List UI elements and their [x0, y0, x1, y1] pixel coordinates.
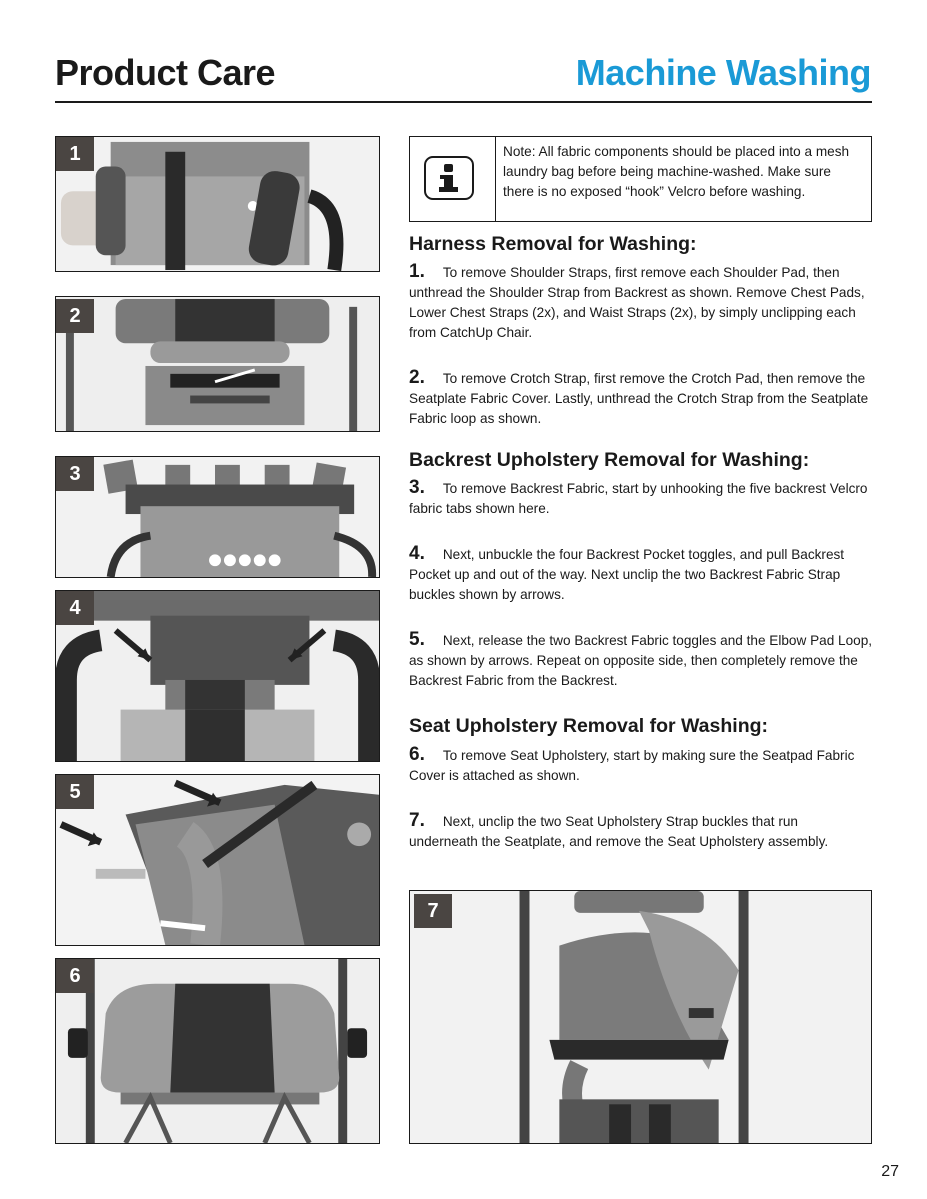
note-text: Note: All fabric components should be placed into a mesh laundry bag before being machine-washed. Make sure there is no exposed “hook” Velcro before washing. — [503, 144, 850, 199]
backrest-pocket-photo-icon — [56, 591, 379, 761]
step-number: 1. — [409, 261, 425, 282]
header-divider — [55, 101, 872, 103]
step-number: 7. — [409, 810, 425, 831]
step-7 — [409, 811, 839, 852]
backrest-tabs-photo-icon — [56, 457, 379, 577]
photo-number-badge: 7 — [414, 894, 452, 928]
section-title-harness: Harness Removal for Washing: — [409, 233, 697, 255]
photo-2 — [55, 296, 380, 432]
photo-5 — [55, 774, 380, 946]
photo-6 — [55, 958, 380, 1144]
crotch-strap-photo-icon — [56, 297, 379, 431]
step-4 — [409, 544, 875, 605]
step-text: Next, unbuckle the four Backrest Pocket toggles, and pull Backrest Pocket up and out of the way. Next unclip the two Backrest Fabric Strap buckles shown by arrows. — [409, 547, 845, 602]
step-number: 3. — [409, 477, 425, 498]
note-box — [409, 136, 872, 222]
step-number: 5. — [409, 629, 425, 650]
seat-upholstery-photo-icon — [410, 891, 871, 1143]
shoulder-strap-photo-icon — [56, 137, 379, 271]
photo-number-badge: 3 — [56, 457, 94, 491]
photo-number-badge: 5 — [56, 775, 94, 809]
photo-number-badge: 1 — [56, 137, 94, 171]
photo-3 — [55, 456, 380, 578]
step-text: To remove Shoulder Straps, first remove each Shoulder Pad, then unthread the Shoulder Strap from Backrest as shown. Remove Chest Pads, Lower Chest Straps (2x), and Waist Straps (2x), by simply unclipping each from CatchUp Chair. — [409, 265, 865, 340]
step-text: Next, release the two Backrest Fabric toggles and the Elbow Pad Loop, as shown by arrows. Repeat on opposite side, then completely remove the Backrest Fabric from the Backrest. — [409, 633, 873, 688]
section-title-seat: Seat Upholstery Removal for Washing: — [409, 715, 769, 737]
step-number: 4. — [409, 543, 425, 564]
step-text: To remove Backrest Fabric, start by unhooking the five backrest Velcro fabric tabs shown here. — [409, 481, 868, 516]
step-2 — [409, 368, 875, 429]
step-5 — [409, 630, 875, 691]
backrest-toggles-photo-icon — [56, 775, 379, 945]
seatpad-photo-icon — [56, 959, 379, 1143]
step-3 — [409, 478, 875, 519]
step-text: To remove Crotch Strap, first remove the Crotch Pad, then remove the Seatplate Fabric Cover. Lastly, unthread the Crotch Strap from the Seatplate Fabric loop as shown. — [409, 371, 869, 426]
photo-7 — [409, 890, 872, 1144]
section-title-backrest: Backrest Upholstery Removal for Washing: — [409, 449, 810, 471]
photo-4 — [55, 590, 380, 762]
photo-number-badge: 4 — [56, 591, 94, 625]
step-text: Next, unclip the two Seat Upholstery Strap buckles that run underneath the Seatplate, and remove the Seat Upholstery assembly. — [409, 814, 829, 849]
page-title: Product Care — [55, 52, 276, 93]
photo-1 — [55, 136, 380, 272]
photo-number-badge: 6 — [56, 959, 94, 993]
step-1 — [409, 262, 875, 343]
note-icon-cell — [410, 137, 496, 221]
page-number: 27 — [881, 1163, 899, 1180]
photo-number-badge: 2 — [56, 299, 94, 333]
step-text: To remove Seat Upholstery, start by making sure the Seatpad Fabric Cover is attached as shown. — [409, 748, 855, 783]
step-number: 2. — [409, 367, 425, 388]
step-number: 6. — [409, 744, 425, 765]
step-6 — [409, 745, 875, 786]
section-heading: Machine Washing — [575, 52, 871, 93]
info-icon — [424, 156, 474, 200]
